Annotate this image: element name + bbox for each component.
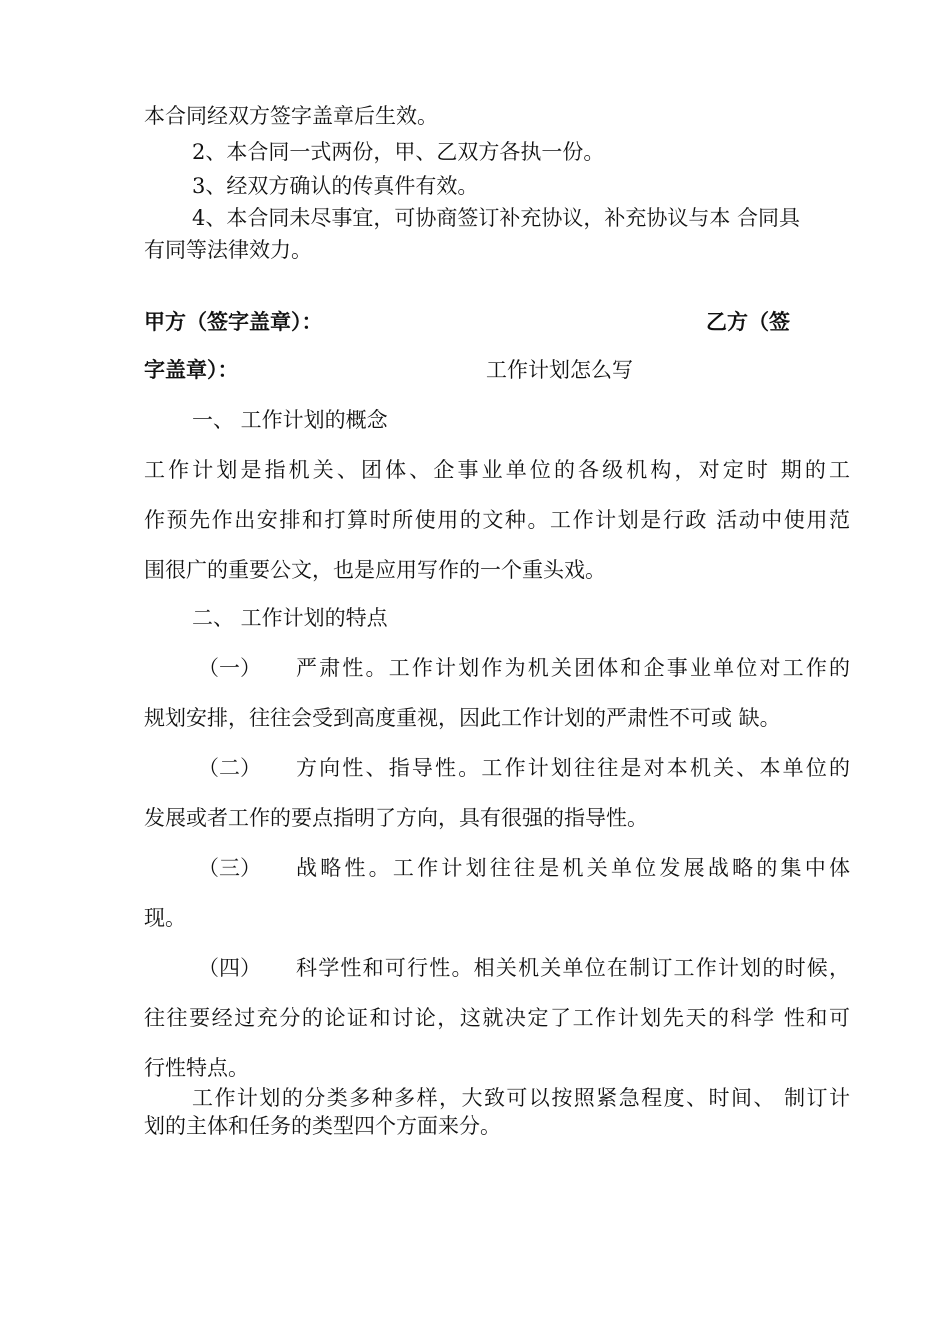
item-1-line1: 严肃性。工作计划作为机关团体和企事业单位对工作的 — [296, 656, 850, 680]
article-title: 工作计划怎么写 — [486, 358, 633, 382]
section-1-paragraph-line3: 围很广的重要公文，也是应用写作的一个重头戏。 — [144, 558, 606, 582]
contract-item-2: 2、本合同一式两份，甲、乙双方各执一份。 — [192, 140, 605, 164]
contract-item-4-line2: 有同等法律效力。 — [144, 238, 312, 262]
item-4-line2: 往往要经过充分的论证和讨论，这就决定了工作计划先天的科学 性和可 — [144, 1006, 850, 1030]
closing-paragraph-line2: 划的主体和任务的类型四个方面来分。 — [144, 1114, 501, 1138]
item-3-line1: 战略性。工作计划往往是机关单位发展战略的集中体 — [296, 856, 850, 880]
party-a-signature: 甲方（签字盖章）： — [144, 309, 323, 334]
item-2-line2: 发展或者工作的要点指明了方向，具有很强的指导性。 — [144, 806, 648, 830]
item-4-line3: 行性特点。 — [144, 1056, 249, 1080]
closing-paragraph-line1: 工作计划的分类多种多样，大致可以按照紧急程度、时间、 制订计 — [192, 1086, 850, 1110]
party-b-signature-part1: 乙方（签 — [706, 309, 790, 334]
party-b-signature-part2: 字盖章）： — [144, 357, 239, 382]
item-4-line1: 科学性和可行性。相关机关单位在制订工作计划的时候， — [296, 956, 850, 980]
section-1-heading: 一、 工作计划的概念 — [192, 408, 388, 432]
item-4-number: （四） — [198, 956, 261, 980]
section-1-paragraph-line1: 工作计划是指机关、团体、企事业单位的各级机构，对定时 期的工 — [144, 458, 850, 482]
item-3-number: （三） — [198, 856, 261, 880]
contract-item-3: 3、经双方确认的传真件有效。 — [192, 174, 479, 198]
contract-effect-line: 本合同经双方签字盖章后生效。 — [144, 104, 438, 128]
item-2-line1: 方向性、指导性。工作计划往往是对本机关、本单位的 — [296, 756, 850, 780]
item-2-number: （二） — [198, 756, 261, 780]
item-1-line2: 规划安排，往往会受到高度重视，因此工作计划的严肃性不可或 缺。 — [144, 706, 781, 730]
item-1-number: （一） — [198, 656, 261, 680]
section-2-heading: 二、 工作计划的特点 — [192, 606, 388, 630]
item-3-line2: 现。 — [144, 906, 186, 930]
section-1-paragraph-line2: 作预先作出安排和打算时所使用的文种。工作计划是行政 活动中使用范 — [144, 508, 850, 532]
contract-item-4-line1: 4、本合同未尽事宜，可协商签订补充协议，补充协议与本 合同具 — [192, 206, 801, 230]
